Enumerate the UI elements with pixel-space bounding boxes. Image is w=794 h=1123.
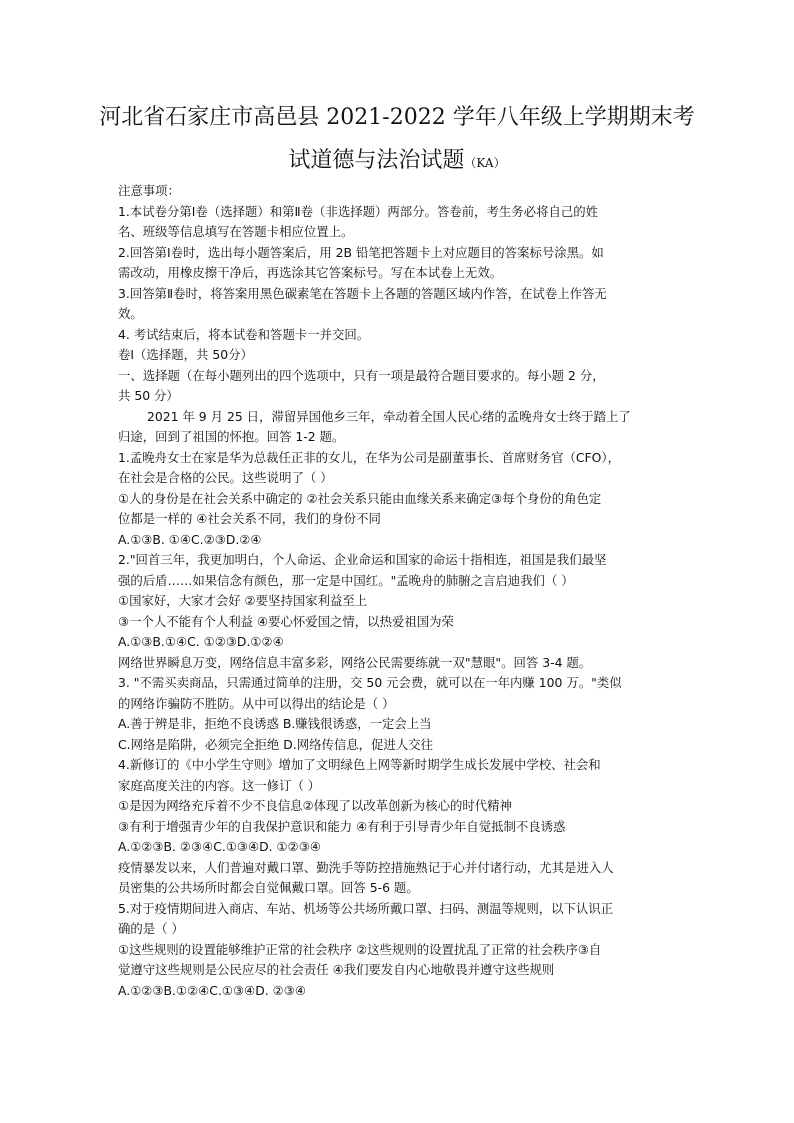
text-line: 2021 年 9 月 25 日，滞留异国他乡三年，牵动着全国人民心绪的孟晚舟女士终于踏上了 — [147, 408, 631, 424]
text-line: 4.新修订的《中小学生守则》增加了文明绿色上网等新时期学生成长发展中学校、社会和 — [118, 757, 601, 772]
text-line: ③一个人不能有个人利益 ④要心怀爱国之情，以热爱祖国为荣 — [118, 613, 454, 629]
text-line: 觉遵守这些规则是公民应尽的社会责任 ④我们要发自内心地敬畏并遵守这些规则 — [118, 962, 555, 977]
text-line: A.①②③B. ②③④C.①③④D. ①②③④ — [118, 839, 321, 854]
document-title-line-1: 河北省石家庄市高邑县 2021-2022 学年八年级上学期期末考 — [99, 105, 695, 130]
text-line: A.①②③B.①②④C.①③④D. ②③④ — [118, 982, 306, 998]
text-line: A.①③B. ①④C.②③D.②④ — [118, 531, 262, 547]
text-line: 1.本试卷分第Ⅰ卷（选择题）和第Ⅱ卷（非选择题）两部分。答卷前，考生务必将自己的姓 — [118, 203, 599, 219]
text-line: 确的是（ ） — [118, 921, 184, 936]
text-line: 卷Ⅰ（选择题，共 50分） — [118, 347, 253, 362]
text-line: 的网络诈骗防不胜防。从中可以得出的结论是（ ） — [118, 695, 395, 711]
text-line: 归途，回到了祖国的怀抱。回答 1-2 题。 — [118, 429, 345, 444]
title-main: 试道德与法治试题 — [288, 148, 465, 173]
text-line: 4. 考试结束后，将本试卷和答题卡一并交回。 — [118, 326, 370, 342]
text-line: ①国家好，大家才会好 ②要坚持国家利益至上 — [118, 593, 368, 608]
text-line: 家庭高度关注的内容。这一修订（ ） — [118, 777, 321, 793]
text-line: A.善于辨是非，拒绝不良诱惑 B.赚钱很诱惑，一定会上当 — [118, 716, 432, 731]
text-line: 效。 — [118, 306, 143, 321]
text-line: 员密集的公共场所时都会自觉佩戴口罩。回答 5-6 题。 — [118, 880, 419, 895]
text-line: ①人的身份是在社会关系中确定的 ②社会关系只能由血缘关系来确定③每个身份的角色定 — [118, 490, 602, 506]
text-line: 注意事项： — [118, 183, 180, 198]
text-line: A.①③B.①④C. ①②③D.①②④ — [118, 634, 284, 649]
text-line: ①这些规则的设置能够维护正常的社会秩序 ②这些规则的设置扰乱了正常的社会秩序③自 — [118, 941, 602, 957]
text-line: 网络世界瞬息万变，网络信息丰富多彩，网络公民需要练就一双"慧眼"。回答 3-4 题。 — [118, 654, 592, 670]
text-line: 共 50 分） — [118, 388, 179, 403]
text-line: 1.孟晚舟女士在家是华为总裁任正非的女儿，在华为公司是副董事长、首席财务官（CFO）， — [118, 449, 620, 465]
text-line: ①是因为网络充斥着不少不良信息②体现了以改革创新为核心的时代精神 — [118, 798, 512, 813]
text-line: 5.对于疫情期间进入商店、车站、机场等公共场所戴口罩、扫码、测温等规则，以下认识正 — [118, 900, 614, 916]
text-line: 名、班级等信息填写在答题卡相应位置上。 — [118, 224, 354, 239]
title-suffix: （KA） — [464, 156, 506, 170]
text-line: 2.回答第Ⅰ卷时，选出每小题答案后，用 2B 铅笔把答题卡上对应题目的答案标号涂黑。如 — [118, 244, 604, 260]
text-line: 需改动，用橡皮擦干净后，再选涂其它答案标号。写在本试卷上无效。 — [118, 265, 503, 280]
text-line: 疫情暴发以来，人们普遍对戴口罩、勤洗手等防控措施熟记于心并付诸行动，尤其是进入人 — [118, 859, 614, 875]
document-body — [118, 181, 680, 1001]
text-line: 一、选择题（在每小题列出的四个选项中，只有一项是最符合题目要求的。每小题 2 分， — [118, 367, 605, 383]
document-title-line-2 — [0, 146, 794, 178]
text-line: 3.回答第Ⅱ卷时，将答案用黑色碳素笔在答题卡上各题的答题区域内作答，在试卷上作答无 — [118, 285, 607, 301]
text-line: ③有利于增强青少年的自我保护意识和能力 ④有利于引导青少年自觉抵制不良诱惑 — [118, 818, 566, 834]
text-line: C.网络是陷阱，必须完全拒绝 D.网络传信息，促进人交往 — [118, 736, 433, 752]
text-line: 强的后盾……如果信念有颜色，那一定是中国红。"孟晚舟的肺腑之言启迪我们（ ） — [118, 572, 574, 588]
text-line: 位都是一样的 ④社会关系不同，我们的身份不同 — [118, 511, 381, 526]
text-line: 在社会是合格的公民。这些说明了（ ） — [118, 470, 333, 485]
text-line: 3. "不需买卖商品，只需通过简单的注册，交 50 元会费，就可以在一年内赚 100 万。"类似 — [118, 675, 622, 690]
text-line: 2."回首三年，我更加明白，个人命运、企业命运和国家的命运十指相连，祖国是我们最坚 — [118, 552, 607, 567]
